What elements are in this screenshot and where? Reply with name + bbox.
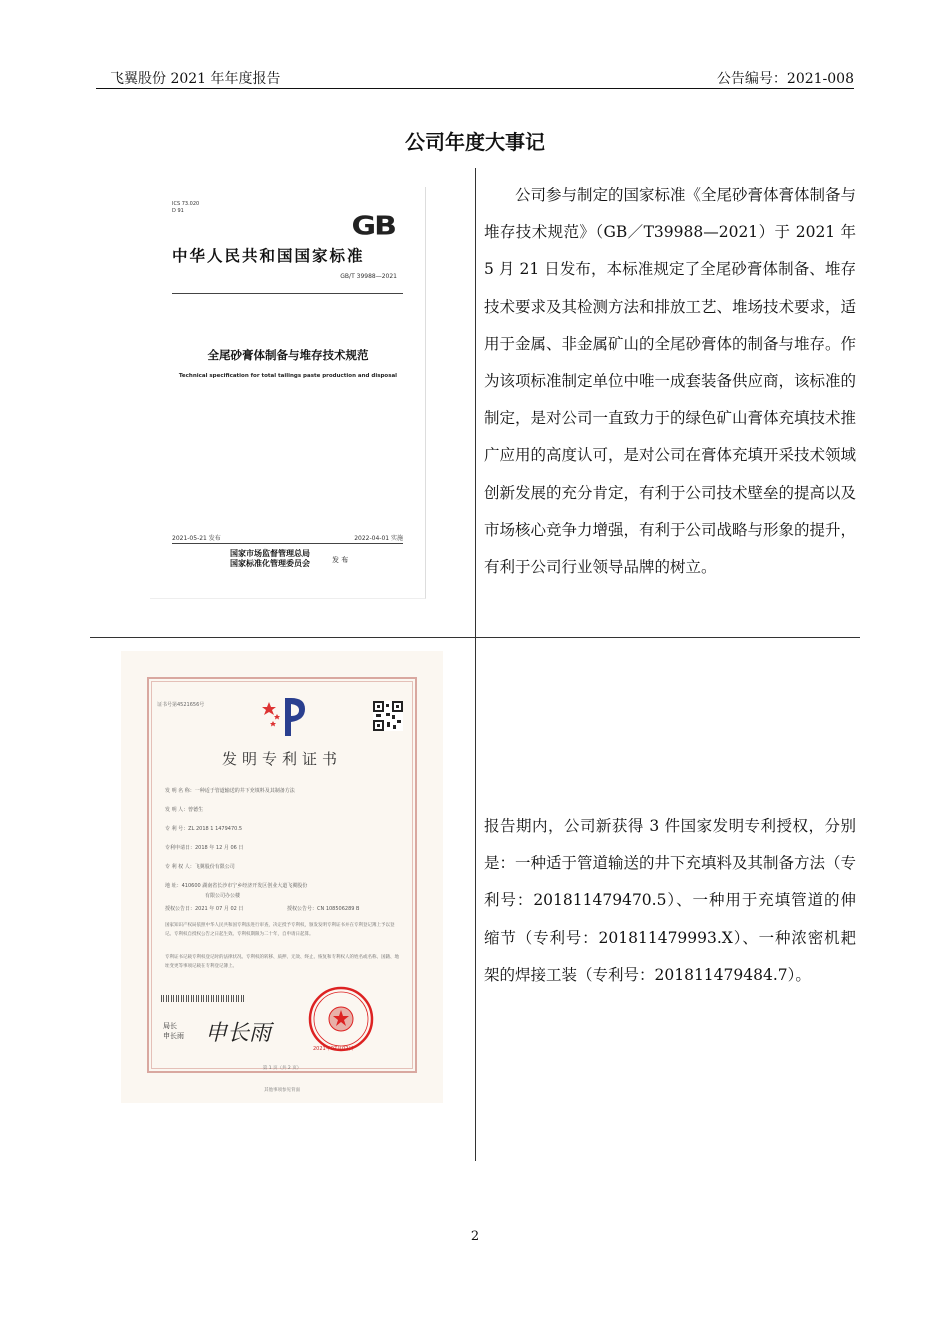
official-seal-icon xyxy=(307,985,375,1053)
standard-code: GB/T 39988—2021 xyxy=(340,273,397,280)
standard-issuer-1: 国家市场监督管理总局 xyxy=(230,549,310,558)
certificate-barcode xyxy=(161,995,245,1002)
cert-inventor: 发 明 人：曾德生 xyxy=(165,807,204,813)
section-1-text: 公司参与制定的国家标准《全尾砂膏体膏体制备与堆存技术规范》（GB／T39988—2021）于 2021 年 5 月 21 日发布，本标准规定了全尾砂膏体制备、堆存技术要求及其检测方法和排放工艺、堆场技术要求，适用于金属、非金属矿山的全尾砂膏体的制备与堆存。作为该项标准制定单位中唯一成套装备供应商，该标准的制定，是对公司一直致力于的绿色矿山膏体充填技术推广应用的高度认可，是对公司在膏体充填开采技术领域创新发展的充分肯定，有利于公司技术壁垒的提高以及市场核心竞争力增强，有利于公司战略与形象的提升，有利于公司行业领导品牌的树立。 xyxy=(484,186,857,577)
gb-logo: GB xyxy=(351,211,395,242)
patent-certificate-image xyxy=(121,651,443,1103)
standard-issue-label: 发 布 xyxy=(332,556,349,564)
standard-effective-date: 2022-04-01 实施 xyxy=(354,535,403,542)
page-header-right: 公告编号：2021-008 xyxy=(716,71,854,87)
table-vertical-divider xyxy=(475,168,476,1161)
handwritten-signature: 申长雨 xyxy=(205,1021,272,1046)
qr-code-icon xyxy=(373,701,403,731)
cert-paragraph-1: 国家知识产权局依照中华人民共和国专利法进行审查，决定授予专利权，颁发发明专利证书并在专利登记簿上予以登记。专利权自授权公告之日起生效。专利权期限为二十年，自申请日起算。 xyxy=(165,923,395,937)
cert-footer-note: 其他事项参见背面 xyxy=(264,1088,300,1093)
seal-date: 2021年07月02日 xyxy=(313,1046,354,1052)
cert-patentee: 专 利 权 人：飞翼股份有限公司 xyxy=(165,864,235,870)
cert-chief-name: 申长雨 xyxy=(163,1032,184,1040)
standard-country: 中华人民共和国国家标准 xyxy=(172,247,365,265)
standard-name: 全尾砂膏体制备与堆存技术规范 xyxy=(207,348,369,362)
standard-ics-code: ICS 73.020 xyxy=(172,201,200,207)
standard-cover-image xyxy=(150,187,426,599)
page-number: 2 xyxy=(470,1229,480,1244)
cert-invention-name: 发 明 名 称：一种适于管道输送的井下充填料及其制备方法 xyxy=(165,788,295,794)
standard-ics xyxy=(172,201,199,215)
cert-address-2: 有限公司办公楼 xyxy=(205,893,241,899)
section-2-text: 报告期内，公司新获得 3 件国家发明专利授权，分别是：一种适于管道输送的井下充填料及其制备方法（专利号：201811479470.5）、一种用于充填管道的伸缩节（专利号：201811479993.X）、一种浓密机耙架的焊接工装（专利号：201811479484.7）。 xyxy=(484,817,857,984)
cert-grant-date: 授权公告日：2021 年 07 月 02 日 xyxy=(165,906,244,912)
standard-issuer xyxy=(230,549,310,569)
standard-name-en: Technical specification for total tailings paste production and disposal xyxy=(178,373,398,379)
cert-page-number: 第 1 页（共 2 页） xyxy=(262,1066,302,1071)
header-divider xyxy=(96,88,854,89)
cert-patent-number: 专 利 号：ZL 2018 1 1479470.5 xyxy=(165,826,243,832)
cert-address-1: 地 址：410600 湖南省长沙市宁乡经济开发区创业大道飞翼股份 xyxy=(165,883,308,889)
certificate-title: 发明专利证书 xyxy=(221,750,342,768)
page-title: 公司年度大事记 xyxy=(405,130,545,154)
page-header-left: 飞翼股份 2021 年年度报告 xyxy=(110,71,281,87)
cert-chief xyxy=(163,1021,184,1041)
cert-chief-title: 局长 xyxy=(163,1022,177,1030)
table-horizontal-divider xyxy=(90,637,860,638)
standard-issuer-2: 国家标准化管理委员会 xyxy=(230,559,310,568)
certificate-number: 证书号第4521656号 xyxy=(157,702,205,708)
cnipa-emblem-icon xyxy=(259,694,309,740)
standard-rule-top xyxy=(172,293,403,294)
standard-rule-bottom xyxy=(172,543,403,544)
cert-grant-number: 授权公告号：CN 108506289 B xyxy=(287,906,360,912)
standard-ccs-code: D 91 xyxy=(172,208,184,214)
standard-publish-date: 2021-05-21 发布 xyxy=(172,535,221,542)
cert-paragraph-2: 专利证书记载专利权登记时的法律状况。专利权的转移、质押、无效、终止、恢复和专利权人的姓名或名称、国籍、地址变更等事项记载在专利登记簿上。 xyxy=(165,955,399,969)
cert-filing-date: 专利申请日：2018 年 12 月 06 日 xyxy=(165,845,244,851)
